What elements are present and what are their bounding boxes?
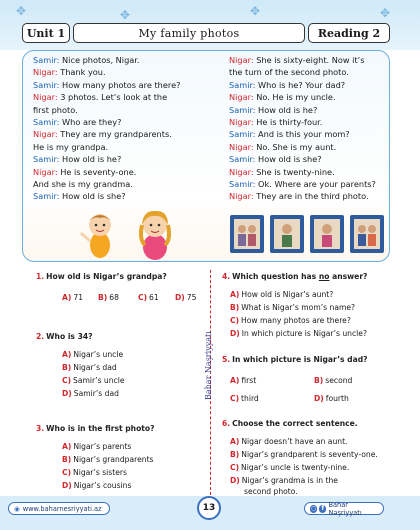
bird-icon: ✥ <box>250 4 261 18</box>
q2-option-c[interactable]: C) Samir’s uncle <box>62 376 125 385</box>
speaker-name: Nigar: <box>229 141 254 152</box>
speaker-name: Nigar: <box>229 117 254 128</box>
dialogue-line <box>33 128 203 140</box>
dialogue-line <box>229 104 389 116</box>
question-3: 3. Who is in the first photo? <box>36 424 155 433</box>
dialogue-text: Nice photos, Nigar. <box>59 55 140 65</box>
question-5: 5. In which picture is Nigar’s dad? <box>222 355 368 364</box>
reading-label: Reading 2 <box>308 23 390 43</box>
q2-option-a[interactable]: A) Nigar’s uncle <box>62 350 124 359</box>
q6-option-a[interactable]: A) Nigar doesn’t have an aunt. <box>230 437 348 446</box>
website-link[interactable]: ◉ www.baharnesriyyati.az <box>8 502 110 515</box>
dialogue-text: He is seventy-one. <box>57 166 137 177</box>
speaker-name: Samir: <box>229 129 256 140</box>
dialogue-line <box>33 141 203 153</box>
speaker-name: Samir: <box>229 154 256 165</box>
dialogue-line <box>229 91 389 103</box>
dialogue-text: Who are they? <box>59 117 122 128</box>
dialogue-line <box>229 153 389 165</box>
speaker-name: Samir: <box>229 179 256 190</box>
dialogue-text: Thank you. <box>57 67 106 78</box>
dialogue-line <box>229 141 389 153</box>
q6-option-d-continued: second photo. <box>244 487 298 496</box>
dialogue-line <box>229 128 389 140</box>
dialogue-right-column <box>229 54 389 203</box>
dialogue-line <box>229 166 389 178</box>
speaker-name: Nigar: <box>33 92 58 103</box>
question-6: 6. Choose the correct sentence. <box>222 419 358 428</box>
q1-option-d[interactable]: D) 75 <box>175 293 197 302</box>
speaker-name: Samir: <box>33 154 60 165</box>
dialogue-line <box>229 66 389 78</box>
q3-option-c[interactable]: C) Nigar’s sisters <box>62 468 127 477</box>
dialogue-line <box>33 116 203 128</box>
dialogue-line <box>33 104 203 116</box>
family-photo-frames <box>228 213 386 255</box>
speaker-name: Nigar: <box>229 92 254 103</box>
q2-option-b[interactable]: B) Nigar’s dad <box>62 363 117 372</box>
dialogue-line <box>229 116 389 128</box>
dialogue-line <box>229 178 389 190</box>
unit-label: Unit 1 <box>22 23 70 43</box>
q5-option-a[interactable]: A) first <box>230 376 257 385</box>
dialogue-text: first photo. <box>33 104 78 115</box>
children-illustration <box>55 205 205 263</box>
social-link[interactable]: ○ f Bahar Nəşriyyatı <box>304 502 384 515</box>
speaker-name: Samir: <box>33 117 60 128</box>
dialogue-text: And she is my grandma. <box>33 179 133 190</box>
page-number: 13 <box>197 496 221 520</box>
dialogue-text: They are in the third photo. <box>253 191 369 202</box>
q5-option-d[interactable]: D) fourth <box>314 394 349 403</box>
facebook-icon: f <box>319 505 326 513</box>
speaker-name: Nigar: <box>33 166 58 177</box>
dialogue-text: 3 photos. Let’s look at the <box>57 92 168 103</box>
q1-option-a[interactable]: A) 71 <box>62 293 84 302</box>
question-1: 1. How old is Nigar’s grandpa? <box>36 272 167 281</box>
speaker-name: Samir: <box>229 79 256 90</box>
instagram-icon: ○ <box>310 504 317 512</box>
dialogue-line <box>229 190 389 202</box>
dialogue-text: Ok. Where are your parents? <box>255 179 376 190</box>
dialogue-text: How old is he? <box>255 104 318 115</box>
dialogue-line <box>33 190 203 202</box>
speaker-name: Nigar: <box>33 129 58 140</box>
q5-option-c[interactable]: C) third <box>230 394 259 403</box>
q6-option-c[interactable]: C) Nigar’s uncle is twenty-nine. <box>230 463 350 472</box>
q3-option-b[interactable]: B) Nigar’s grandparents <box>62 455 154 464</box>
q6-option-b[interactable]: B) Nigar’s grandparent is seventy-one. <box>230 450 378 459</box>
dialogue-line <box>33 166 203 178</box>
q3-option-a[interactable]: A) Nigar’s parents <box>62 442 132 451</box>
bird-icon: ✥ <box>120 8 131 22</box>
page-title: My family photos <box>73 23 305 43</box>
speaker-name: Nigar: <box>33 67 58 78</box>
dialogue-text: He is thirty-four. <box>253 117 323 128</box>
speaker-name: Samir: <box>33 191 60 202</box>
globe-icon: ◉ <box>14 504 20 513</box>
dialogue-text: They are my grandparents. <box>57 129 172 140</box>
dialogue-text: How old is she? <box>255 154 322 165</box>
q5-option-b[interactable]: B) second <box>314 376 353 385</box>
publisher-vertical-label: Bahar Naşriyyatı <box>204 331 213 400</box>
dialogue-text: She is sixty-eight. Now it’s <box>253 55 365 65</box>
speaker-name: Samir: <box>229 104 256 115</box>
dialogue-text: No. She is my aunt. <box>253 141 337 152</box>
speaker-name: Nigar: <box>229 191 254 202</box>
dialogue-text: He is my grandpa. <box>33 141 109 152</box>
q2-option-d[interactable]: D) Samir’s dad <box>62 389 119 398</box>
dialogue-text: No. He is my uncle. <box>253 92 336 103</box>
speaker-name: Nigar: <box>229 166 254 177</box>
dialogue-line <box>33 178 203 190</box>
dialogue-text: How old is she? <box>59 191 126 202</box>
dialogue-line <box>33 54 203 66</box>
bird-icon: ✥ <box>380 6 391 20</box>
q4-option-b[interactable]: B) What is Nigar’s mom’s name? <box>230 303 356 312</box>
question-2: 2. Who is 34? <box>36 332 93 341</box>
dialogue-text: And is this your mom? <box>255 129 350 140</box>
dialogue-text: How many photos are there? <box>59 79 181 90</box>
speaker-name: Samir: <box>33 55 60 65</box>
dialogue-line <box>229 54 389 66</box>
q6-option-d[interactable]: D) Nigar’s grandma is in the <box>230 476 338 485</box>
q1-option-c[interactable]: C) 61 <box>138 293 159 302</box>
dialogue-line <box>229 79 389 91</box>
q4-option-a[interactable]: A) How old is Nigar’s aunt? <box>230 290 334 299</box>
speaker-name: Samir: <box>33 79 60 90</box>
dialogue-text: Who is he? Your dad? <box>255 79 346 90</box>
dialogue-text: the turn of the second photo. <box>229 67 349 78</box>
dialogue-line <box>33 91 203 103</box>
dialogue-text: She is twenty-nine. <box>253 166 335 177</box>
dialogue-line <box>33 79 203 91</box>
dialogue-left-column <box>33 54 203 203</box>
question-4: 4. Which question has no answer? <box>222 272 368 281</box>
dialogue-text: How old is he? <box>59 154 122 165</box>
q1-option-b[interactable]: B) 68 <box>98 293 119 302</box>
dialogue-line <box>33 66 203 78</box>
q3-option-d[interactable]: D) Nigar’s cousins <box>62 481 132 490</box>
q4-option-c[interactable]: C) How many photos are there? <box>230 316 351 325</box>
q4-option-d[interactable]: D) In which picture is Nigar’s uncle? <box>230 329 367 338</box>
bird-icon: ✥ <box>16 4 27 18</box>
speaker-name: Nigar: <box>229 55 254 65</box>
dialogue-line <box>33 153 203 165</box>
